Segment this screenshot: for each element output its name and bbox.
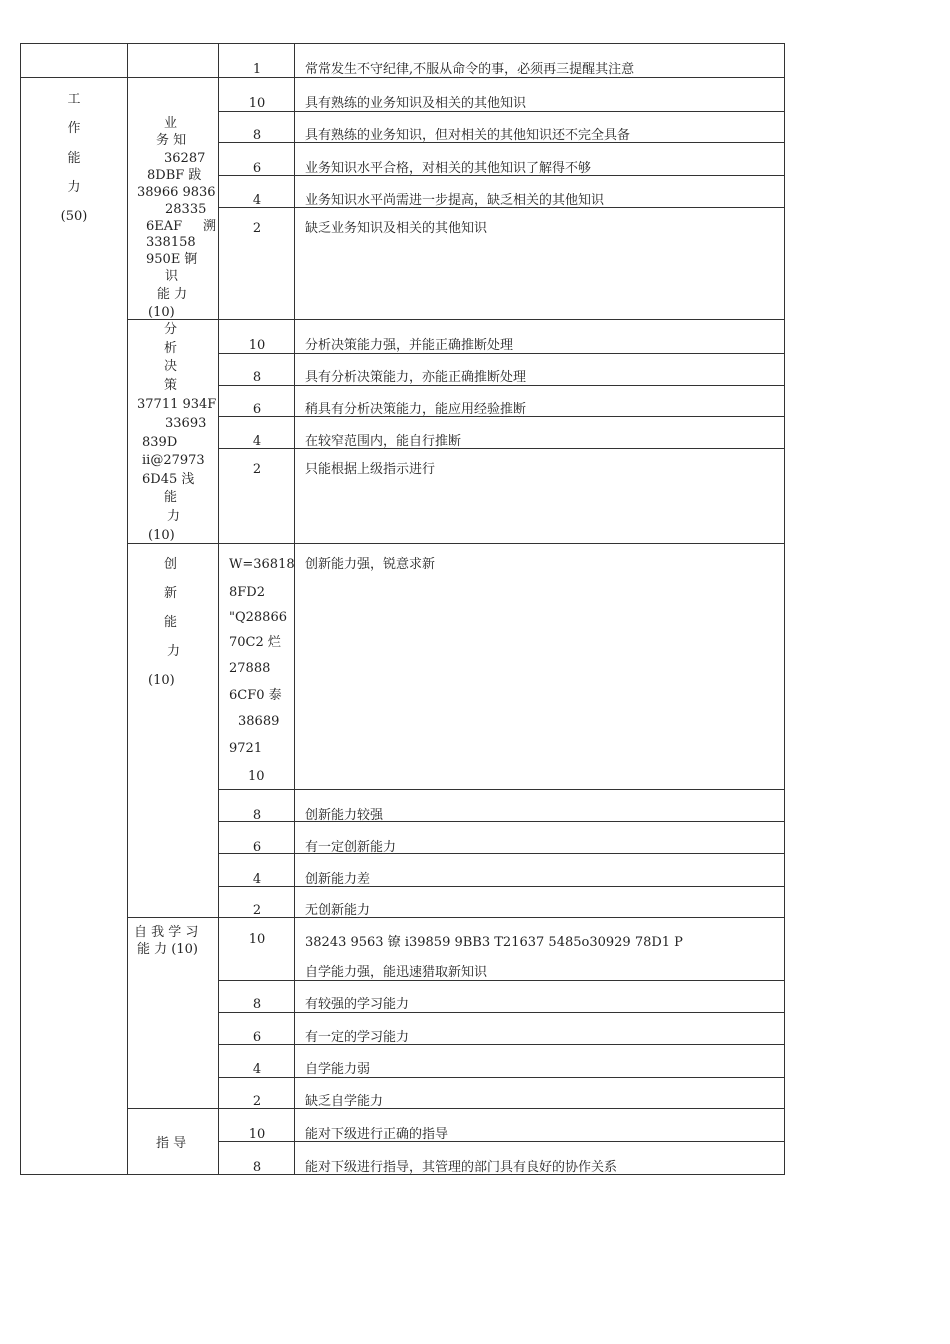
section-label-analysis: 能 (164, 490, 178, 505)
section-label-business: 6EAF (146, 219, 183, 234)
section-label-analysis: (10) (148, 528, 175, 543)
section-label-business: 36287 (164, 151, 206, 166)
score-cell: 2 (252, 903, 262, 918)
category-label: 力 (67, 180, 81, 195)
category-label: 能 (67, 151, 81, 166)
score-cell: 4 (252, 434, 262, 449)
table-border-top (20, 43, 785, 44)
row-divider (127, 319, 785, 320)
section-label-self-learning: 能 力 (10) (137, 942, 198, 957)
section-label-innovation: 新 (164, 586, 178, 601)
description-cell: 创新能力差 (305, 872, 371, 887)
section-label-analysis: 分 (164, 322, 178, 337)
category-label: 工 (67, 92, 81, 107)
description-cell: 具有分析决策能力，亦能正确推断处理 (305, 370, 527, 385)
section-label-analysis: 策 (164, 378, 178, 393)
row-divider (218, 789, 785, 790)
row-divider (218, 1012, 785, 1013)
section-label-analysis: 6D45 浅 (142, 472, 195, 487)
row-divider (218, 821, 785, 822)
category-weight: (50) (60, 209, 88, 224)
description-cell: 业务知识水平合格，对相关的其他知识了解得不够 (305, 161, 592, 176)
section-label-business: 务 知 (156, 133, 187, 148)
score-cell: 2 (252, 221, 262, 236)
section-label-analysis: 839D (142, 435, 178, 450)
row-divider (218, 1141, 785, 1142)
row-divider (127, 543, 785, 544)
score-cell: 6 (252, 840, 262, 855)
score-cell: 10 (248, 932, 266, 947)
row-divider (218, 980, 785, 981)
score-cell-text: 9721 (229, 741, 263, 756)
section-label-innovation: 力 (167, 644, 181, 659)
score-cell: 8 (252, 808, 262, 823)
score-cell: 8 (252, 997, 262, 1012)
section-label-guidance: 指 导 (156, 1136, 187, 1151)
category-label: 作 (67, 121, 81, 136)
description-cell: 只能根据上级指示进行 (305, 462, 436, 477)
score-cell: 2 (252, 1094, 262, 1109)
section-label-business: 能 力 (157, 287, 188, 302)
row-divider (218, 353, 785, 354)
description-cell: 稍具有分析决策能力，能应用经验推断 (305, 402, 527, 417)
table-border-right (784, 43, 785, 1175)
row-divider (218, 886, 785, 887)
section-label-business: 28335 (165, 202, 207, 217)
score-cell: 2 (252, 462, 262, 477)
description-cell: 缺乏业务知识及相关的其他知识 (305, 221, 488, 236)
score-cell: 8 (252, 370, 262, 385)
description-cell: 自学能力强，能迅速猎取新知识 (305, 965, 488, 980)
row-divider (20, 77, 785, 78)
description-cell: 有一定创新能力 (305, 840, 397, 855)
section-label-innovation: (10) (148, 673, 175, 688)
section-label-business: 识 (165, 269, 179, 284)
row-divider (218, 385, 785, 386)
score-cell: 10 (248, 96, 266, 111)
section-label-business: 950E 锕 (146, 252, 198, 267)
description-cell: 自学能力弱 (305, 1062, 371, 1077)
section-label-business: 业 (164, 116, 178, 131)
section-label-self-learning: 自 我 学 习 (134, 925, 199, 940)
description-cell: 具有熟练的业务知识，但对相关的其他知识还不完全具备 (305, 128, 631, 143)
description-cell: 具有熟练的业务知识及相关的其他知识 (305, 96, 527, 111)
row-divider (218, 853, 785, 854)
score-cell: 4 (252, 1062, 262, 1077)
score-cell-text: 38689 (238, 714, 280, 729)
description-cell: 有较强的学习能力 (305, 997, 410, 1012)
description-cell: 创新能力强，锐意求新 (305, 557, 436, 572)
row-divider (218, 448, 785, 449)
score-cell-text: 27888 (229, 661, 271, 676)
row-divider (218, 111, 785, 112)
description-cell: 有一定的学习能力 (305, 1030, 410, 1045)
score-cell: 10 (248, 769, 265, 784)
section-label-analysis: 析 (164, 341, 178, 356)
score-cell-text: 70C2 烂 (229, 635, 281, 650)
score-cell: 6 (252, 402, 262, 417)
section-label-analysis: 37711 934F (137, 397, 217, 412)
description-cell: 缺乏自学能力 (305, 1094, 384, 1109)
section-label-business: 8DBF 跋 (147, 168, 202, 183)
score-cell-text: 6CF0 泰 (229, 688, 282, 703)
description-cell-text: 38243 9563 镣 i39859 9BB3 T21637 5485o30929 78D1 P (305, 935, 683, 950)
score-cell-text: 8FD2 (229, 585, 265, 600)
score-cell: 4 (252, 193, 262, 208)
score-cell: 8 (252, 1160, 262, 1175)
section-label-analysis: ii@27973 (142, 453, 205, 468)
row-divider (218, 1077, 785, 1078)
score-cell: 8 (252, 128, 262, 143)
description-cell: 能对下级进行指导，其管理的部门具有良好的协作关系 (305, 1160, 618, 1175)
score-cell: 6 (252, 1030, 262, 1045)
score-cell: 10 (248, 1127, 266, 1142)
section-label-business: 338158 (146, 235, 196, 250)
description-cell: 能对下级进行正确的指导 (305, 1127, 449, 1142)
section-label-business: 38966 9836 (137, 185, 216, 200)
description-cell: 创新能力较强 (305, 808, 384, 823)
section-label-innovation: 能 (164, 615, 178, 630)
description-cell: 常常发生不守纪律,不服从命令的事，必须再三提醒其注意 (305, 62, 635, 77)
section-label-business: 溯 (203, 219, 217, 234)
score-cell-text: W=36818 (229, 557, 295, 572)
row-divider (218, 1044, 785, 1045)
score-cell: 6 (252, 161, 262, 176)
section-label-analysis: 决 (164, 359, 178, 374)
description-cell: 分析决策能力强，并能正确推断处理 (305, 338, 514, 353)
score-cell: 4 (252, 872, 262, 887)
description-cell: 业务知识水平尚需进一步提高，缺乏相关的其他知识 (305, 193, 605, 208)
score-cell: 1 (252, 62, 262, 77)
score-cell-text: "Q28866 (229, 610, 287, 625)
description-cell: 无创新能力 (305, 903, 371, 918)
score-cell: 10 (248, 338, 266, 353)
section-label-business: (10) (148, 305, 175, 320)
column-divider (127, 43, 128, 1175)
section-label-innovation: 创 (164, 557, 178, 572)
section-label-analysis: 力 (167, 509, 181, 524)
section-label-analysis: 33693 (165, 416, 207, 431)
description-cell: 在较窄范围内，能自行推断 (305, 434, 462, 449)
